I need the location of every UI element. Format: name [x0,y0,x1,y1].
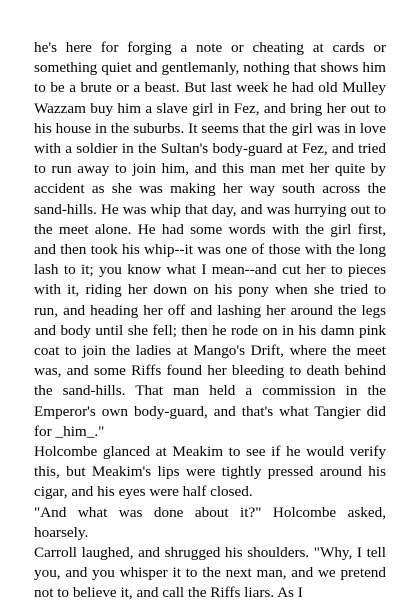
paragraph-holcombe-question: "And what was done about it?" Holcombe asked, hoarsely. [34,503,386,541]
paragraph-continued-dialogue: he's here for forging a note or cheating at cards or something quiet and gentlemanly, nothing that shows him to be a brute or a beast. But last week he had old Mulley Wazzam buy him a slave girl in Fez, and bring her out to his house in the suburbs. It seems that the girl was in love with a soldier in the Sultan's body-guard at Fez, and tried to run away to join him, and this man met her quite by accident as she was making her way south across the sand-hills. He was whip that day, and was hurrying out to the meet alone. He had some words with the girl first, and then took his whip--it was one of those with the long lash to it; you know what I mean--and cut her to pieces with it, riding her down on his pony when she tried to run, and heading her off and lashing her around the legs and body until she fell; then he rode on in his damn pink coat to join the ladies at Mango's Drift, where the meet was, and some Riffs found her bleeding to death behind the sand-hills. That man held a commission in the Emperor's own body-guard, and that's what Tangier did for _him_." [34,39,386,440]
paragraph-holcombe-glance: Holcombe glanced at Meakim to see if he would verify this, but Meakim's lips were tightly pressed around his cigar, and his eyes were half closed. [34,443,386,501]
paragraph-carroll-reply: Carroll laughed, and shrugged his shoulders. "Why, I tell you, and you whisper it to the next man, and we pretend not to believe it, and call the Riffs liars. As I [34,544,386,602]
